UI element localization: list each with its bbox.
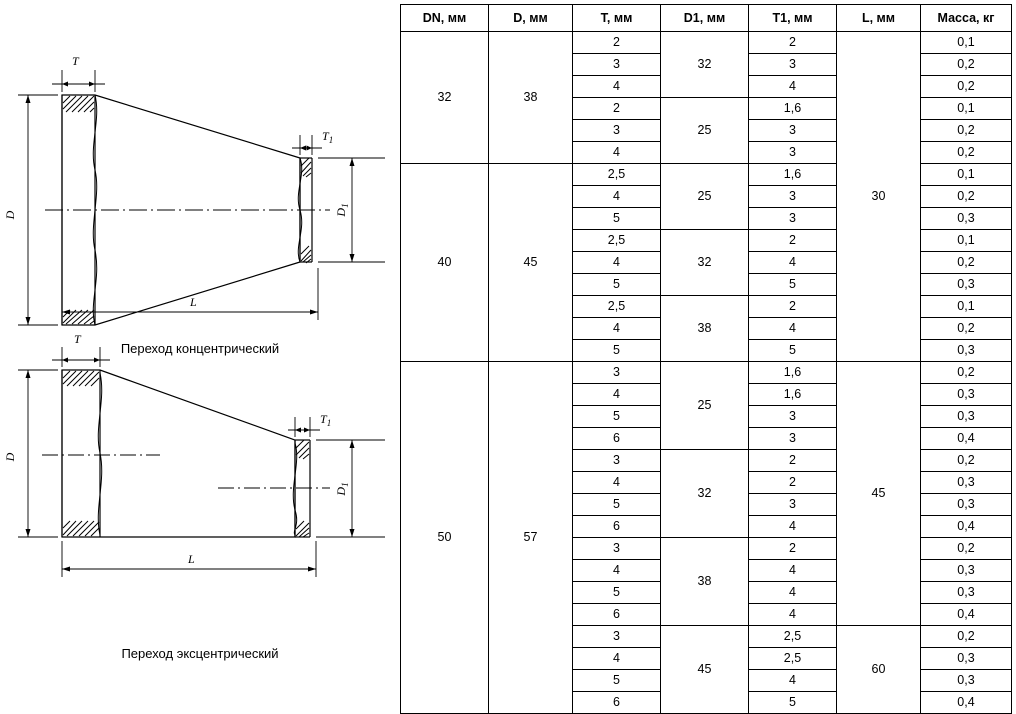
header-d1: D1, мм	[661, 5, 749, 32]
cell-mass: 0,2	[921, 252, 1012, 274]
cell-t1: 4	[749, 318, 837, 340]
specification-table-wrapper	[400, 4, 1012, 714]
cell-t: 5	[573, 582, 661, 604]
cell-t: 4	[573, 560, 661, 582]
cell-t: 3	[573, 120, 661, 142]
cell-t: 4	[573, 186, 661, 208]
drawings-panel	[0, 0, 400, 703]
cell-t1: 4	[749, 604, 837, 626]
figure-caption-eccentric: Переход эксцентрический	[121, 646, 279, 661]
cell-mass: 0,2	[921, 76, 1012, 98]
cell-d1: 45	[661, 626, 749, 714]
label-L-concentric: L	[190, 295, 197, 309]
header-t1: T1, мм	[749, 5, 837, 32]
cell-mass: 0,3	[921, 208, 1012, 230]
label-L-eccentric: L	[188, 552, 195, 566]
header-mass: Масса, кг	[921, 5, 1012, 32]
cell-mass: 0,3	[921, 384, 1012, 406]
cell-mass: 0,3	[921, 582, 1012, 604]
cell-mass: 0,1	[921, 98, 1012, 120]
cell-mass: 0,4	[921, 516, 1012, 538]
cell-mass: 0,2	[921, 186, 1012, 208]
cell-d1: 25	[661, 164, 749, 230]
cell-t1: 2	[749, 230, 837, 252]
cell-l: 60	[837, 626, 921, 714]
cell-t1: 1,6	[749, 164, 837, 186]
cell-t1: 3	[749, 428, 837, 450]
cell-t1: 4	[749, 670, 837, 692]
cell-t1: 3	[749, 208, 837, 230]
header-t: T, мм	[573, 5, 661, 32]
cell-t1: 3	[749, 186, 837, 208]
cell-t1: 3	[749, 54, 837, 76]
table-row	[401, 164, 1012, 186]
eccentric-reducer-drawing	[0, 332, 400, 635]
concentric-reducer-drawing	[0, 40, 400, 330]
cell-t1: 2	[749, 32, 837, 54]
cell-t1: 3	[749, 494, 837, 516]
cell-t1: 1,6	[749, 362, 837, 384]
table-row	[401, 32, 1012, 54]
cell-t1: 2	[749, 472, 837, 494]
cell-d: 45	[489, 164, 573, 362]
cell-t1: 5	[749, 274, 837, 296]
cell-t: 4	[573, 142, 661, 164]
cell-t: 6	[573, 428, 661, 450]
cell-t1: 1,6	[749, 384, 837, 406]
cell-mass: 0,1	[921, 296, 1012, 318]
cell-d1: 38	[661, 296, 749, 362]
cell-mass: 0,2	[921, 626, 1012, 648]
label-D1-concentric: $D_1$	[334, 203, 350, 217]
label-D1-eccentric: $D_1$	[334, 482, 350, 496]
cell-mass: 0,3	[921, 494, 1012, 516]
cell-t: 3	[573, 362, 661, 384]
cell-mass: 0,2	[921, 54, 1012, 76]
label-D-eccentric: D	[3, 452, 17, 462]
cell-d1: 32	[661, 450, 749, 538]
cell-t: 5	[573, 494, 661, 516]
cell-d: 38	[489, 32, 573, 164]
cell-t1: 2	[749, 296, 837, 318]
specification-table	[400, 4, 1012, 714]
cell-t1: 2,5	[749, 648, 837, 670]
cell-t1: 4	[749, 252, 837, 274]
cell-t: 3	[573, 538, 661, 560]
label-D-concentric: D	[3, 210, 17, 220]
cell-dn: 40	[401, 164, 489, 362]
cell-t1: 4	[749, 560, 837, 582]
cell-mass: 0,3	[921, 340, 1012, 362]
cell-t: 6	[573, 516, 661, 538]
cell-t: 3	[573, 450, 661, 472]
header-d: D, мм	[489, 5, 573, 32]
cell-t: 4	[573, 252, 661, 274]
cell-mass: 0,1	[921, 164, 1012, 186]
cell-mass: 0,3	[921, 274, 1012, 296]
cell-dn: 50	[401, 362, 489, 714]
cell-t: 2	[573, 98, 661, 120]
figure-caption-concentric: Переход концентрический	[120, 341, 280, 356]
cell-d1: 32	[661, 32, 749, 98]
cell-t: 6	[573, 692, 661, 714]
cell-l: 45	[837, 362, 921, 626]
cell-mass: 0,3	[921, 560, 1012, 582]
cell-t: 4	[573, 648, 661, 670]
cell-t1: 2,5	[749, 626, 837, 648]
cell-mass: 0,3	[921, 406, 1012, 428]
cell-d1: 32	[661, 230, 749, 296]
cell-d1: 38	[661, 538, 749, 626]
cell-mass: 0,1	[921, 230, 1012, 252]
cell-t: 2,5	[573, 230, 661, 252]
cell-mass: 0,1	[921, 32, 1012, 54]
cell-l: 30	[837, 32, 921, 362]
label-T1-concentric: $T_1$	[322, 129, 334, 145]
cell-t: 5	[573, 208, 661, 230]
cell-mass: 0,3	[921, 648, 1012, 670]
cell-t: 5	[573, 406, 661, 428]
cell-mass: 0,3	[921, 472, 1012, 494]
cell-mass: 0,2	[921, 450, 1012, 472]
cell-t: 6	[573, 604, 661, 626]
cell-t: 2	[573, 32, 661, 54]
cell-t1: 4	[749, 76, 837, 98]
cell-d1: 25	[661, 98, 749, 164]
cell-t: 5	[573, 274, 661, 296]
cell-t: 3	[573, 54, 661, 76]
label-T-eccentric: T	[74, 332, 81, 346]
cell-d: 57	[489, 362, 573, 714]
cell-mass: 0,2	[921, 318, 1012, 340]
table-row	[401, 362, 1012, 384]
cell-t: 2,5	[573, 164, 661, 186]
cell-t1: 2	[749, 450, 837, 472]
cell-t1: 1,6	[749, 98, 837, 120]
cell-mass: 0,2	[921, 120, 1012, 142]
figure-eccentric	[0, 332, 400, 661]
cell-t: 4	[573, 318, 661, 340]
table-body	[401, 32, 1012, 714]
cell-mass: 0,2	[921, 362, 1012, 384]
cell-t1: 4	[749, 516, 837, 538]
cell-mass: 0,2	[921, 142, 1012, 164]
table-header-row	[401, 5, 1012, 32]
cell-t: 3	[573, 626, 661, 648]
header-l: L, мм	[837, 5, 921, 32]
cell-t: 4	[573, 76, 661, 98]
cell-t1: 2	[749, 538, 837, 560]
label-T1-eccentric: $T_1$	[320, 412, 332, 428]
cell-t: 5	[573, 670, 661, 692]
header-dn: DN, мм	[401, 5, 489, 32]
cell-mass: 0,3	[921, 670, 1012, 692]
cell-t1: 3	[749, 142, 837, 164]
cell-dn: 32	[401, 32, 489, 164]
cell-t1: 4	[749, 582, 837, 604]
cell-t: 5	[573, 340, 661, 362]
cell-t1: 3	[749, 406, 837, 428]
figure-concentric	[0, 40, 400, 356]
cell-mass: 0,4	[921, 692, 1012, 714]
cell-t1: 5	[749, 340, 837, 362]
cell-t: 4	[573, 472, 661, 494]
cell-t1: 3	[749, 120, 837, 142]
cell-t1: 5	[749, 692, 837, 714]
cell-mass: 0,4	[921, 428, 1012, 450]
cell-d1: 25	[661, 362, 749, 450]
cell-t: 4	[573, 384, 661, 406]
label-T-concentric: T	[72, 54, 79, 68]
cell-mass: 0,2	[921, 538, 1012, 560]
cell-mass: 0,4	[921, 604, 1012, 626]
cell-t: 2,5	[573, 296, 661, 318]
